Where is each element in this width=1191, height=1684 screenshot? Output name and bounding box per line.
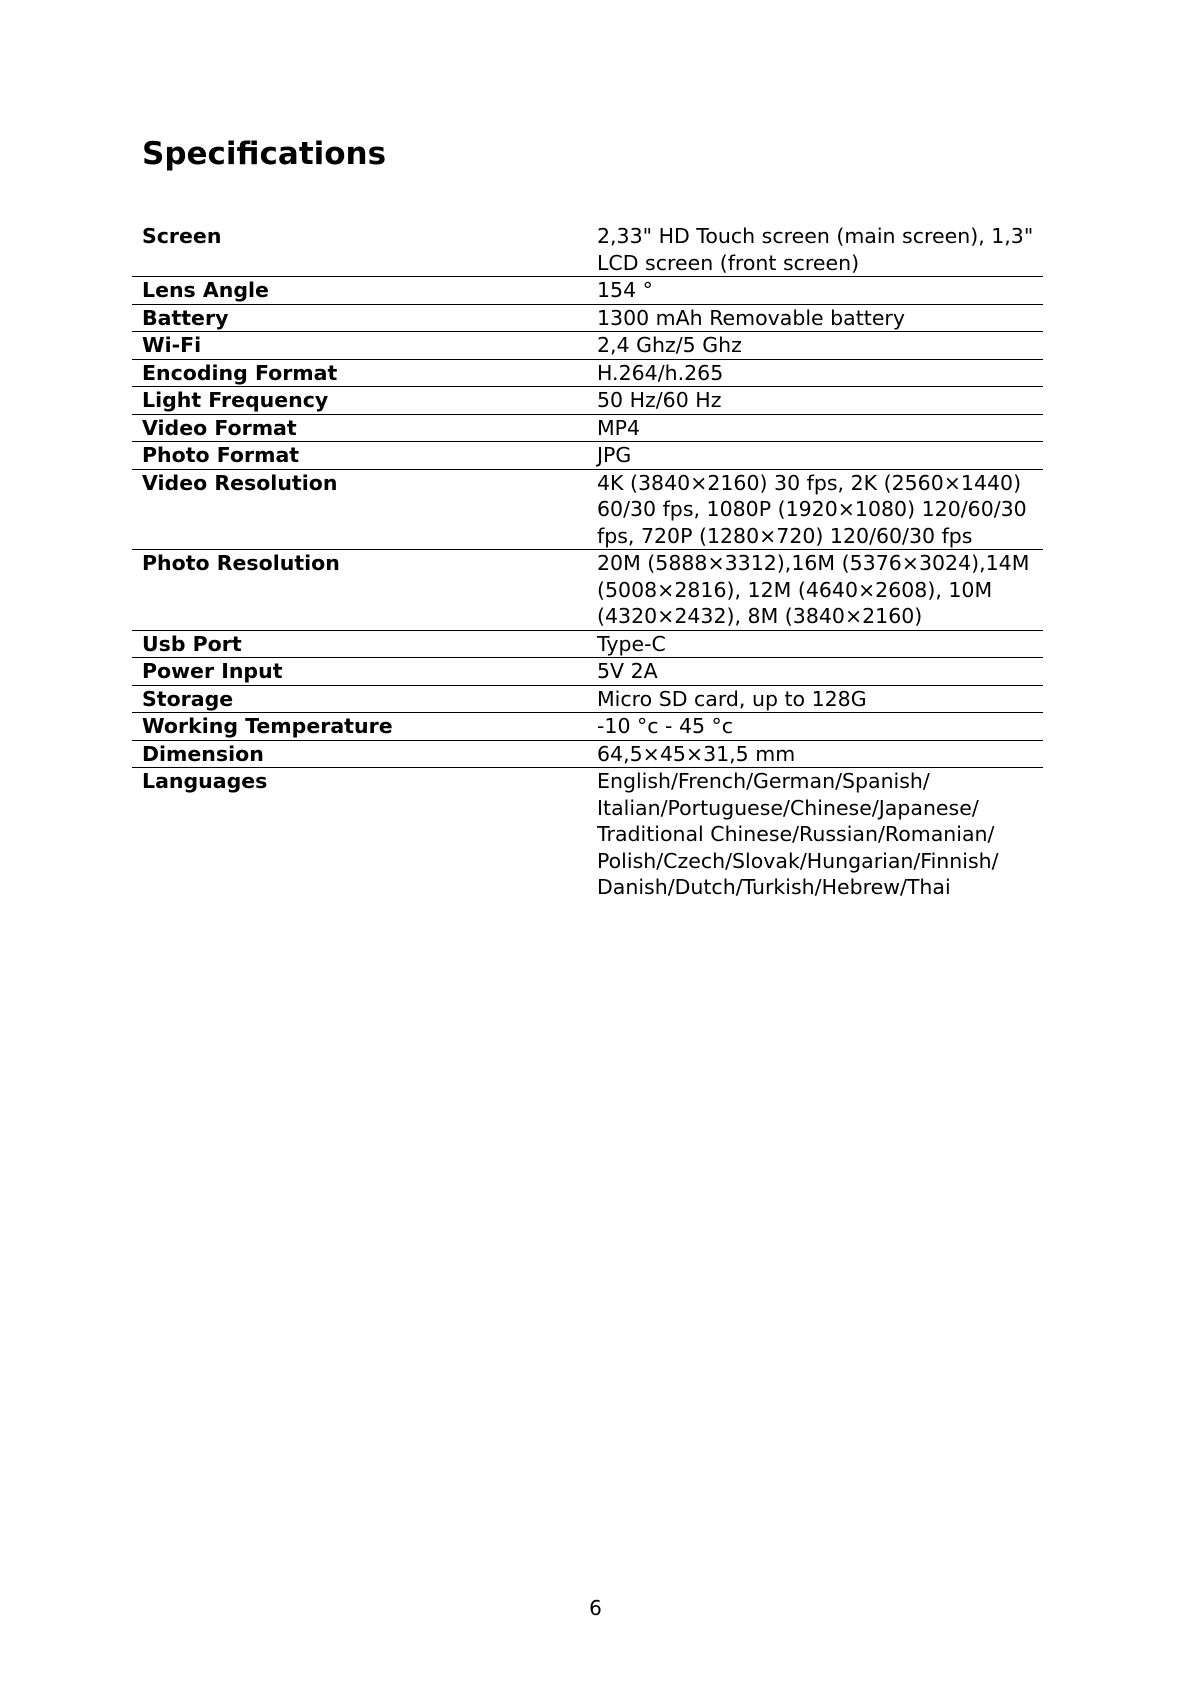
spec-value: 2,33" HD Touch screen (main screen), 1,3" LCD screen (front screen) (587, 223, 1043, 277)
spec-row-screen (132, 223, 1043, 277)
spec-value: H.264/h.265 (587, 359, 1043, 387)
spec-label: Screen (132, 223, 587, 277)
spec-label: Power Input (132, 658, 587, 686)
spec-row-battery (132, 304, 1043, 332)
spec-row-light-frequency (132, 387, 1043, 415)
spec-value: MP4 (587, 414, 1043, 442)
spec-row-working-temperature (132, 713, 1043, 741)
spec-value: 64,5×45×31,5 mm (587, 740, 1043, 768)
spec-row-photo-resolution (132, 550, 1043, 631)
spec-label: Working Temperature (132, 713, 587, 741)
spec-label: Video Format (132, 414, 587, 442)
spec-value: Type-C (587, 630, 1043, 658)
spec-row-usb-port (132, 630, 1043, 658)
spec-label: Dimension (132, 740, 587, 768)
spec-row-video-resolution (132, 469, 1043, 550)
spec-value: 20M (5888×3312),16M (5376×3024),14M (5008×2816), 12M (4640×2608), 10M (4320×2432), 8M (3840×2160) (587, 550, 1043, 631)
spec-row-video-format (132, 414, 1043, 442)
spec-label: Video Resolution (132, 469, 587, 550)
spec-value: English/French/German/Spanish/ Italian/Portuguese/Chinese/Japanese/ Traditional Chinese/Russian/Romanian/ Polish/Czech/Slovak/Hungarian/Finnish/ Danish/Dutch/Turkish/Hebrew/Thai (597, 769, 999, 899)
spec-row-wifi (132, 332, 1043, 360)
spec-value: 2,4 Ghz/5 Ghz (587, 332, 1043, 360)
spec-row-lens-angle (132, 277, 1043, 305)
spec-row-encoding-format (132, 359, 1043, 387)
page-title: Specifications (142, 136, 387, 172)
spec-label: Photo Resolution (132, 550, 587, 631)
spec-label: Languages (142, 769, 268, 793)
spec-row-dimension (132, 740, 1043, 768)
spec-label: Battery (132, 304, 587, 332)
spec-label: Storage (132, 685, 587, 713)
spec-label: Photo Format (132, 442, 587, 470)
spec-value: -10 °c - 45 °c (587, 713, 1043, 741)
spec-label: Usb Port (132, 630, 587, 658)
spec-row-languages (132, 768, 1043, 901)
spec-label: Wi-Fi (132, 332, 587, 360)
spec-row-photo-format (132, 442, 1043, 470)
spec-value: 4K (3840×2160) 30 fps, 2K (2560×1440) 60/30 fps, 1080P (1920×1080) 120/60/30 fps, 720P (1280×720) 120/60/30 fps (587, 469, 1043, 550)
specifications-table (132, 223, 1043, 901)
spec-value: JPG (587, 442, 1043, 470)
spec-value: 50 Hz/60 Hz (587, 387, 1043, 415)
spec-value: 154 ° (587, 277, 1043, 305)
spec-value: 5V 2A (587, 658, 1043, 686)
spec-label: Encoding Format (132, 359, 587, 387)
spec-row-storage (132, 685, 1043, 713)
spec-label: Lens Angle (132, 277, 587, 305)
spec-row-power-input (132, 658, 1043, 686)
spec-value: Micro SD card, up to 128G (587, 685, 1043, 713)
spec-value: 1300 mAh Removable battery (587, 304, 1043, 332)
spec-label: Light Frequency (132, 387, 587, 415)
page-number: 6 (589, 1596, 602, 1620)
